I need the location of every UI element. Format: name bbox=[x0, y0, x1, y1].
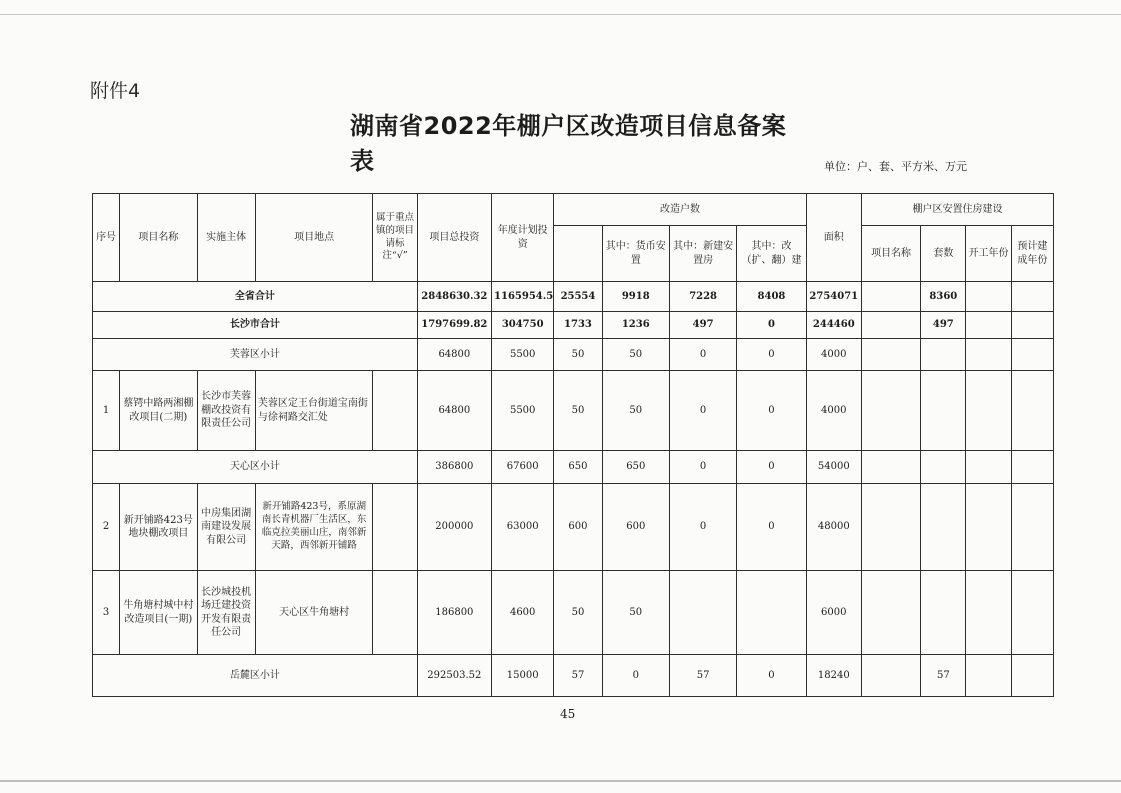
renovate bbox=[737, 571, 806, 655]
area: 18240 bbox=[806, 655, 861, 697]
row-label: 长沙市合计 bbox=[93, 312, 418, 339]
area: 4000 bbox=[806, 371, 861, 451]
renovate: 0 bbox=[737, 339, 806, 371]
new-build: 497 bbox=[669, 312, 736, 339]
key-town bbox=[373, 371, 417, 451]
total-investment: 1797699.82 bbox=[417, 312, 491, 339]
yuelu-subtotal-row bbox=[93, 655, 1054, 697]
start-year bbox=[966, 312, 1011, 339]
area: 4000 bbox=[806, 339, 861, 371]
annual-investment: 4600 bbox=[492, 571, 554, 655]
total-investment: 386800 bbox=[417, 451, 491, 484]
finish-year bbox=[1011, 451, 1053, 484]
monetary: 50 bbox=[602, 571, 669, 655]
area: 48000 bbox=[806, 484, 861, 571]
seq: 3 bbox=[93, 571, 120, 655]
header-resettlement-group: 棚户区安置住房建设 bbox=[861, 194, 1053, 226]
page-number: 45 bbox=[560, 707, 576, 721]
new-build: 7228 bbox=[669, 282, 736, 312]
resettle-name bbox=[861, 371, 920, 451]
households: 50 bbox=[554, 339, 602, 371]
annual-investment: 304750 bbox=[492, 312, 554, 339]
new-build: 57 bbox=[669, 655, 736, 697]
header-project-name: 项目名称 bbox=[120, 194, 197, 282]
total-investment: 292503.52 bbox=[417, 655, 491, 697]
units: 497 bbox=[921, 312, 966, 339]
location: 天心区牛角塘村 bbox=[255, 571, 373, 655]
project-row bbox=[93, 484, 1054, 571]
resettle-name bbox=[861, 655, 920, 697]
project-name: 牛角塘村城中村改造项目(一期) bbox=[120, 571, 197, 655]
resettle-name bbox=[861, 339, 920, 371]
start-year bbox=[966, 282, 1011, 312]
units: 8360 bbox=[921, 282, 966, 312]
finish-year bbox=[1011, 655, 1053, 697]
row-label: 天心区小计 bbox=[93, 451, 418, 484]
header-location: 项目地点 bbox=[255, 194, 373, 282]
households: 50 bbox=[554, 371, 602, 451]
header-new-build: 其中：新建安置房 bbox=[669, 226, 736, 282]
monetary: 9918 bbox=[602, 282, 669, 312]
header-resettle-name: 项目名称 bbox=[861, 226, 920, 282]
renovate: 0 bbox=[737, 371, 806, 451]
annual-investment: 67600 bbox=[492, 451, 554, 484]
start-year bbox=[966, 451, 1011, 484]
units bbox=[921, 339, 966, 371]
households: 25554 bbox=[554, 282, 602, 312]
key-town bbox=[373, 484, 417, 571]
monetary: 50 bbox=[602, 371, 669, 451]
new-build: 0 bbox=[669, 451, 736, 484]
total-investment: 200000 bbox=[417, 484, 491, 571]
filing-table bbox=[92, 193, 1054, 697]
total-investment: 64800 bbox=[417, 339, 491, 371]
finish-year bbox=[1011, 484, 1053, 571]
entity: 中房集团湖南建设发展有限公司 bbox=[197, 484, 255, 571]
changsha-total-row bbox=[93, 312, 1054, 339]
header-monetary: 其中：货币安置 bbox=[602, 226, 669, 282]
households: 50 bbox=[554, 571, 602, 655]
new-build bbox=[669, 571, 736, 655]
location: 新开铺路423号，系原湖南长青机器厂生活区，东临克拉美丽山庄，南邻新天路，西邻新开铺路 bbox=[255, 484, 373, 571]
renovate: 8408 bbox=[737, 282, 806, 312]
units: 57 bbox=[921, 655, 966, 697]
area: 244460 bbox=[806, 312, 861, 339]
annual-investment: 5500 bbox=[492, 339, 554, 371]
total-investment: 64800 bbox=[417, 371, 491, 451]
finish-year bbox=[1011, 371, 1053, 451]
header-row-1 bbox=[93, 194, 1054, 226]
header-entity: 实施主体 bbox=[197, 194, 255, 282]
header-annual-investment: 年度计划投资 bbox=[492, 194, 554, 282]
area: 54000 bbox=[806, 451, 861, 484]
resettle-name bbox=[861, 571, 920, 655]
resettle-name bbox=[861, 484, 920, 571]
header-seq: 序号 bbox=[93, 194, 120, 282]
scan-bottom-edge bbox=[0, 780, 1121, 782]
units bbox=[921, 484, 966, 571]
annual-investment: 63000 bbox=[492, 484, 554, 571]
seq: 1 bbox=[93, 371, 120, 451]
start-year bbox=[966, 371, 1011, 451]
header-households-group: 改造户数 bbox=[554, 194, 806, 226]
households: 1733 bbox=[554, 312, 602, 339]
monetary: 650 bbox=[602, 451, 669, 484]
monetary: 1236 bbox=[602, 312, 669, 339]
households: 57 bbox=[554, 655, 602, 697]
seq: 2 bbox=[93, 484, 120, 571]
header-renovate: 其中：改（扩、翻）建 bbox=[737, 226, 806, 282]
entity: 长沙城投机场迁建投资开发有限责任公司 bbox=[197, 571, 255, 655]
attachment-label: 附件4 bbox=[90, 80, 141, 102]
key-town bbox=[373, 571, 417, 655]
row-label: 芙蓉区小计 bbox=[93, 339, 418, 371]
finish-year bbox=[1011, 571, 1053, 655]
row-label: 全省合计 bbox=[93, 282, 418, 312]
project-name: 新开铺路423号地块棚改项目 bbox=[120, 484, 197, 571]
units bbox=[921, 571, 966, 655]
annual-investment: 5500 bbox=[492, 371, 554, 451]
annual-investment: 15000 bbox=[492, 655, 554, 697]
renovate: 0 bbox=[737, 655, 806, 697]
area: 2754071 bbox=[806, 282, 861, 312]
resettle-name bbox=[861, 451, 920, 484]
households: 600 bbox=[554, 484, 602, 571]
renovate: 0 bbox=[737, 484, 806, 571]
units bbox=[921, 371, 966, 451]
start-year bbox=[966, 484, 1011, 571]
header-area: 面积 bbox=[806, 194, 861, 282]
scan-top-edge bbox=[0, 14, 1121, 15]
province-total-row bbox=[93, 282, 1054, 312]
start-year bbox=[966, 339, 1011, 371]
new-build: 0 bbox=[669, 371, 736, 451]
project-name: 蔡锷中路两湘棚改项目(二期) bbox=[120, 371, 197, 451]
row-label: 岳麓区小计 bbox=[93, 655, 418, 697]
header-key-town: 属于重点镇的项目请标注“√” bbox=[373, 194, 417, 282]
finish-year bbox=[1011, 339, 1053, 371]
units bbox=[921, 451, 966, 484]
header-finish-year: 预计建成年份 bbox=[1011, 226, 1053, 282]
header-households-total bbox=[554, 226, 602, 282]
finish-year bbox=[1011, 282, 1053, 312]
resettle-name bbox=[861, 282, 920, 312]
total-investment: 2848630.32 bbox=[417, 282, 491, 312]
start-year bbox=[966, 571, 1011, 655]
unit-note: 单位：户、套、平方米、万元 bbox=[824, 160, 967, 173]
header-units: 套数 bbox=[921, 226, 966, 282]
header-total-investment: 项目总投资 bbox=[417, 194, 491, 282]
total-investment: 186800 bbox=[417, 571, 491, 655]
new-build: 0 bbox=[669, 484, 736, 571]
renovate: 0 bbox=[737, 451, 806, 484]
finish-year bbox=[1011, 312, 1053, 339]
header-start-year: 开工年份 bbox=[966, 226, 1011, 282]
project-row bbox=[93, 371, 1054, 451]
entity: 长沙市芙蓉棚改投资有限责任公司 bbox=[197, 371, 255, 451]
annual-investment: 1165954.5 bbox=[492, 282, 554, 312]
tianxin-subtotal-row bbox=[93, 451, 1054, 484]
households: 650 bbox=[554, 451, 602, 484]
new-build: 0 bbox=[669, 339, 736, 371]
project-row bbox=[93, 571, 1054, 655]
furong-subtotal-row bbox=[93, 339, 1054, 371]
document-title: 湖南省2022年棚户区改造项目信息备案表 bbox=[350, 112, 787, 175]
start-year bbox=[966, 655, 1011, 697]
monetary: 0 bbox=[602, 655, 669, 697]
monetary: 50 bbox=[602, 339, 669, 371]
renovate: 0 bbox=[737, 312, 806, 339]
monetary: 600 bbox=[602, 484, 669, 571]
resettle-name bbox=[861, 312, 920, 339]
location: 芙蓉区定王台街道宝南街与徐祠路交汇处 bbox=[255, 371, 373, 451]
area: 6000 bbox=[806, 571, 861, 655]
